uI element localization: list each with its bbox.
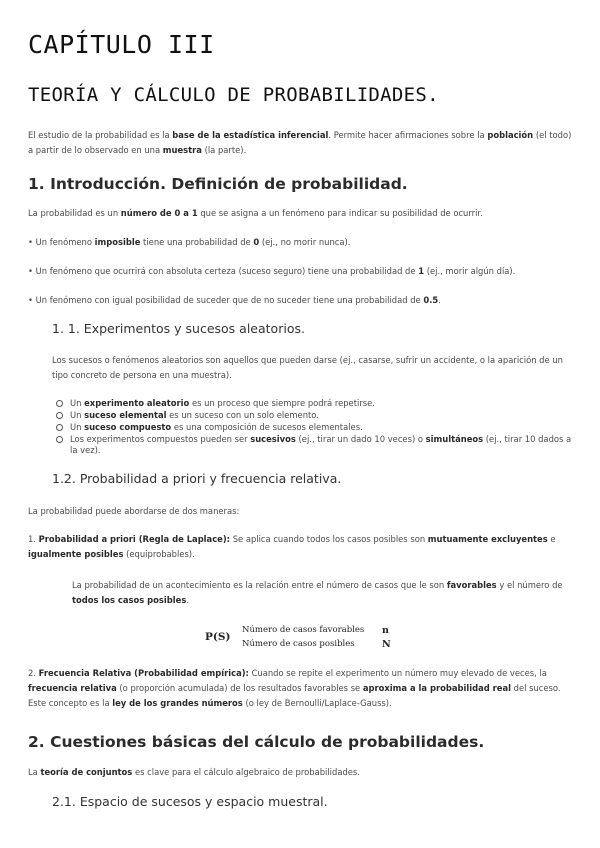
formula-lhs: P(S) [205, 631, 231, 643]
section-1-paragraph-4: • Un fenómeno con igual posibilidad de suceder que de no suceder tiene una probabilidad de 0.5. [28, 295, 441, 305]
formula-denominator-symbol: N [382, 639, 391, 650]
list-item: Los experimentos compuestos pueden ser sucesivos (ej., tirar un dado 10 veces) o simultáneos (ej., tirar 10 dados a la vez). [70, 434, 575, 455]
formula-denominator-text: Número de casos posibles [242, 639, 355, 649]
section-2-1-heading: 2.1. Espacio de sucesos y espacio muestral. [52, 794, 328, 809]
section-1-1-heading: 1. 1. Experimentos y sucesos aleatorios. [52, 321, 305, 336]
bullet-circle-icon [56, 412, 63, 419]
bullet-circle-icon [56, 424, 63, 431]
section-1-paragraph-1: La probabilidad es un número de 0 a 1 que se asigna a un fenómeno para indicar su posibilidad de ocurrir. [28, 208, 483, 218]
list-item: Un experimento aleatorio es un proceso que siempre podrá repetirse. [70, 398, 575, 409]
intro-paragraph: El estudio de la probabilidad es la base de la estadística inferencial. Permite hacer afirmaciones sobre la población (el todo) a partir de lo observado en una muestra (la parte). [28, 130, 572, 155]
laplace-formula [200, 622, 400, 652]
chapter-title: CAPÍTULO III [28, 30, 215, 59]
list-item: Un suceso compuesto es una composición de sucesos elementales. [70, 422, 575, 433]
formula-numerator-symbol: n [382, 625, 389, 636]
laplace-rule-item: 1. Probabilidad a priori (Regla de Laplace): Se aplica cuando todos los casos posibles son mutuamente excluyentes e igualmente posibles (equiprobables). [28, 534, 556, 559]
section-1-2-intro: La probabilidad puede abordarse de dos maneras: [28, 506, 240, 516]
laplace-definition: La probabilidad de un acontecimiento es la relación entre el número de casos que le son favorables y el número de todos los casos posibles. [72, 580, 563, 605]
section-2-heading: 2. Cuestiones básicas del cálculo de probabilidades. [28, 733, 485, 751]
section-1-paragraph-2: • Un fenómeno imposible tiene una probabilidad de 0 (ej., no morir nunca). [28, 237, 351, 247]
chapter-subtitle: TEORÍA Y CÁLCULO DE PROBABILIDADES. [28, 84, 439, 106]
section-1-2-heading: 1.2. Probabilidad a priori y frecuencia relativa. [52, 471, 342, 486]
relative-frequency-item: 2. Frecuencia Relativa (Probabilidad empírica): Cuando se repite el experimento un número muy elevado de veces, la frecuencia relativa (o proporción acumulada) de los resultados favorables se aproxima a la probabilidad real del suceso. Este concepto es la ley de los grandes números (o ley de Bernoulli/Laplace-Gauss). [28, 668, 561, 708]
section-1-paragraph-3: • Un fenómeno que ocurrirá con absoluta certeza (suceso seguro) tiene una probabilidad de 1 (ej., morir algún día). [28, 266, 516, 276]
bullet-circle-icon [56, 436, 63, 443]
formula-numerator-text: Número de casos favorables [242, 625, 365, 635]
bullet-circle-icon [56, 400, 63, 407]
section-1-heading: 1. Introducción. Definición de probabilidad. [28, 175, 408, 193]
section-1-1-paragraph: Los sucesos o fenómenos aleatorios son aquellos que pueden darse (ej., casarse, sufrir un accidente, o la aparición de un tipo concreto de persona en una muestra). [52, 355, 563, 380]
list-item: Un suceso elemental es un suceso con un solo elemento. [70, 410, 575, 421]
section-2-paragraph: La teoría de conjuntos es clave para el cálculo algebraico de probabilidades. [28, 767, 360, 777]
